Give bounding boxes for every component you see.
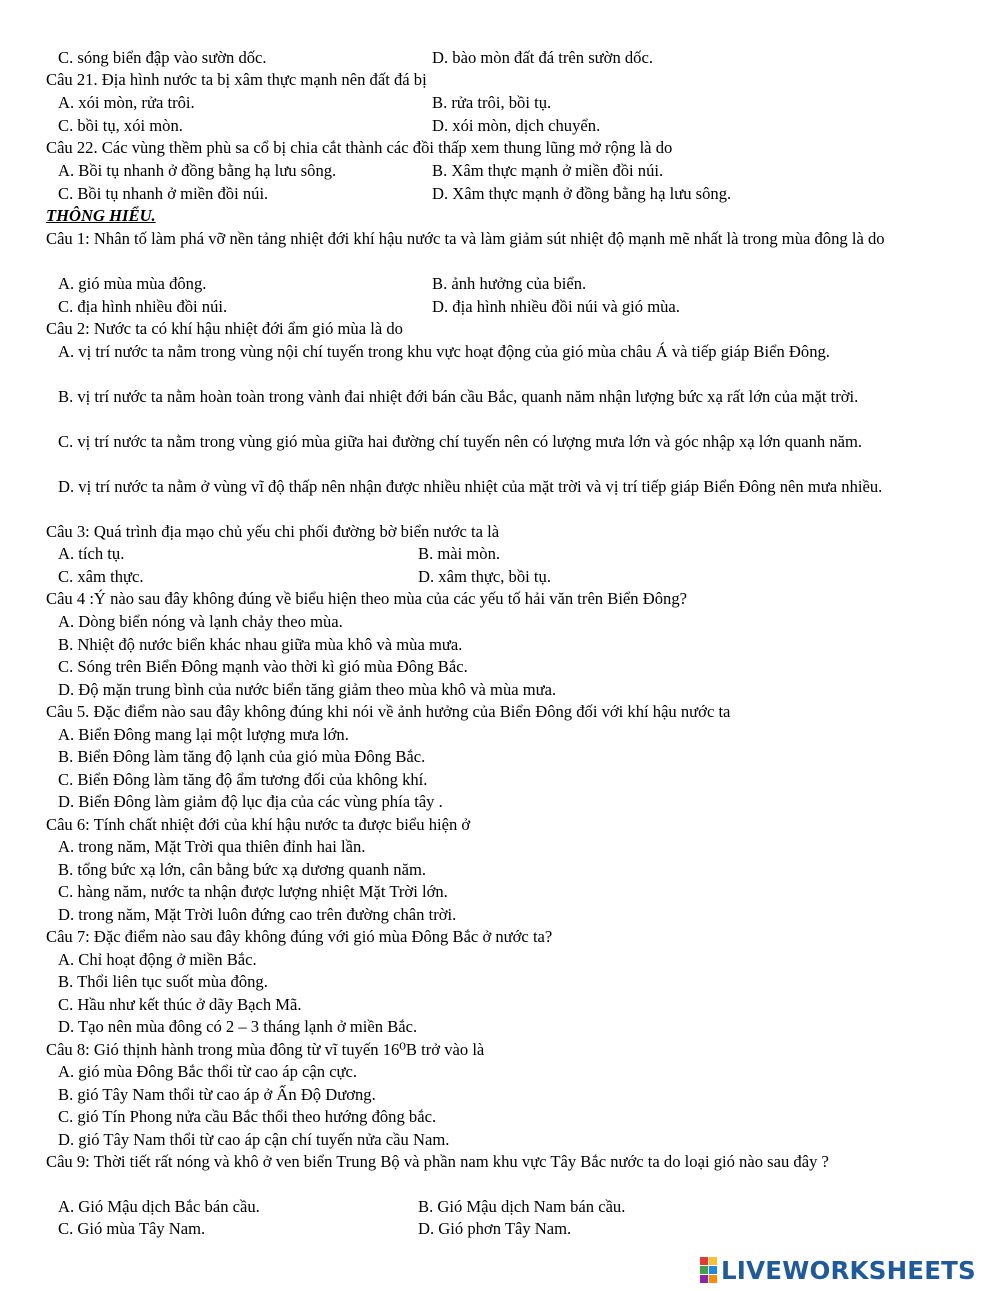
option-line: A. xói mòn, rửa trôi. <box>58 93 195 112</box>
option-line: C. hàng năm, nước ta nhận được lượng nhiệt Mặt Trời lớn. <box>58 882 448 901</box>
option-line: B. gió Tây Nam thổi từ cao áp ở Ấn Độ Dương. <box>58 1085 376 1104</box>
option-line: A. tích tụ. <box>58 544 125 563</box>
option-line: B. vị trí nước ta nằm hoàn toàn trong vành đai nhiệt đới bán cầu Bắc, quanh năm nhận lượng bức xạ rất lớn của mặt trời. <box>58 387 859 406</box>
option-line: C. Gió mùa Tây Nam. <box>58 1219 206 1238</box>
question-8: Câu 8: Gió thịnh hành trong mùa đông từ vĩ tuyến 16⁰B trở vào là <box>46 1040 485 1059</box>
option-line: D. Độ mặn trung bình của nước biển tăng giảm theo mùa khô và mùa mưa. <box>58 680 557 699</box>
option-line: D. xâm thực, bồi tụ. <box>418 567 551 586</box>
option-line: D. gió Tây Nam thổi từ cao áp cận chí tuyến nửa cầu Nam. <box>58 1130 450 1149</box>
option-line: D. Gió phơn Tây Nam. <box>418 1219 572 1238</box>
option-line: D. địa hình nhiều đồi núi và gió mùa. <box>432 297 680 316</box>
option-line: D. vị trí nước ta nằm ở vùng vĩ độ thấp nên nhận được nhiều nhiệt của mặt trời và vị trí tiếp giáp Biển Đông nên mưa nhiều. <box>58 477 883 496</box>
option-line: A. gió mùa Đông Bắc thổi từ cao áp cận cực. <box>58 1062 358 1081</box>
question-9: Câu 9: Thời tiết rất nóng và khô ở ven biển Trung Bộ và phần nam khu vực Tây Bắc nước ta do loại gió nào sau đây ? <box>46 1152 829 1171</box>
option-line: A. gió mùa mùa đông. <box>58 274 207 293</box>
option-line: C. Bồi tụ nhanh ở miền đồi núi. <box>58 184 269 203</box>
question-22: Câu 22. Các vùng thềm phù sa cổ bị chia cắt thành các đồi thấp xem thung lũng mở rộng là do <box>46 138 673 157</box>
option-line: B. Biển Đông làm tăng độ lạnh của gió mùa Đông Bắc. <box>58 747 426 766</box>
option-line: B. Xâm thực mạnh ở miền đồi núi. <box>432 161 664 180</box>
option-line: B. tổng bức xạ lớn, cân bằng bức xạ dương quanh năm. <box>58 860 427 879</box>
option-line: B. Thổi liên tục suốt mùa đông. <box>58 972 268 991</box>
option-line: A. Gió Mậu dịch Bắc bán cầu. <box>58 1197 260 1216</box>
logo-text: LIVEWORKSHEETS <box>721 1255 976 1285</box>
option-line: D. trong năm, Mặt Trời luôn đứng cao trên đường chân trời. <box>58 905 457 924</box>
option-line: C. gió Tín Phong nửa cầu Bắc thổi theo hướng đông bắc. <box>58 1107 437 1126</box>
question-5: Câu 5. Đặc điểm nào sau đây không đúng khi nói về ảnh hưởng của Biển Đông đối với khí hậu nước ta <box>46 702 731 721</box>
option-line: B. ảnh hưởng của biển. <box>432 274 587 293</box>
question-3: Câu 3: Quá trình địa mạo chủ yếu chi phối đường bờ biển nước ta là <box>46 522 500 541</box>
option-line: C. Sóng trên Biển Đông mạnh vào thời kì gió mùa Đông Bắc. <box>58 657 468 676</box>
option-line: C. vị trí nước ta nằm trong vùng gió mùa giữa hai đường chí tuyến nên có lượng mưa lớn và góc nhập xạ lớn quanh năm. <box>58 432 863 451</box>
option-line: C. Biển Đông làm tăng độ ẩm tương đối của không khí. <box>58 770 428 789</box>
option-line: D. Xâm thực mạnh ở đồng bằng hạ lưu sông. <box>432 184 732 203</box>
option-line: D. Biển Đông làm giảm độ lục địa của các vùng phía tây . <box>58 792 443 811</box>
option-line: C. Hầu như kết thúc ở dãy Bạch Mã. <box>58 995 302 1014</box>
question-21: Câu 21. Địa hình nước ta bị xâm thực mạnh nên đất đá bị <box>46 70 427 89</box>
question-6: Câu 6: Tính chất nhiệt đới của khí hậu nước ta được biểu hiện ở <box>46 815 471 834</box>
option-line: A. vị trí nước ta nằm trong vùng nội chí tuyến trong khu vực hoạt động của gió mùa châu Á và tiếp giáp Biển Đông. <box>58 342 830 361</box>
option-line: C. xâm thực. <box>58 567 144 586</box>
option-line: B. mài mòn. <box>418 544 501 563</box>
option-line: A. Bồi tụ nhanh ở đồng bằng hạ lưu sông. <box>58 161 337 180</box>
question-7: Câu 7: Đặc điểm nào sau đây không đúng với gió mùa Đông Bắc ở nước ta? <box>46 927 553 946</box>
question-4: Câu 4 :Ý nào sau đây không đúng về biểu hiện theo mùa của các yếu tố hải văn trên Biển Đông? <box>46 589 687 608</box>
option-line: A. Biển Đông mang lại một lượng mưa lớn. <box>58 725 349 744</box>
option-line: C. địa hình nhiều đồi núi. <box>58 297 228 316</box>
option-line: B. rửa trôi, bồi tụ. <box>432 93 552 112</box>
section-heading: THÔNG HIỂU. <box>46 206 156 225</box>
option-line: C. sóng biển đập vào sườn dốc. <box>58 48 267 67</box>
question-2: Câu 2: Nước ta có khí hậu nhiệt đới ẩm gió mùa là do <box>46 319 403 338</box>
option-line: A. trong năm, Mặt Trời qua thiên đỉnh hai lần. <box>58 837 366 856</box>
option-line: C. bồi tụ, xói mòn. <box>58 116 183 135</box>
logo-blocks-icon <box>700 1257 717 1283</box>
option-line: A. Dòng biển nóng và lạnh chảy theo mùa. <box>58 612 343 631</box>
option-line: B. Nhiệt độ nước biển khác nhau giữa mùa khô và mùa mưa. <box>58 635 463 654</box>
option-line: D. Tạo nên mùa đông có 2 – 3 tháng lạnh ở miền Bắc. <box>58 1017 418 1036</box>
question-1: Câu 1: Nhân tố làm phá vỡ nền tảng nhiệt đới khí hậu nước ta và làm giảm sút nhiệt độ mạnh mẽ nhất là trong mùa đông là do <box>46 229 885 248</box>
liveworksheets-logo[interactable] <box>700 1256 976 1284</box>
option-line: D. xói mòn, dịch chuyển. <box>432 116 601 135</box>
option-line: D. bào mòn đất đá trên sườn dốc. <box>432 48 653 67</box>
option-line: B. Gió Mậu dịch Nam bán cầu. <box>418 1197 626 1216</box>
option-line: A. Chỉ hoạt động ở miền Bắc. <box>58 950 257 969</box>
